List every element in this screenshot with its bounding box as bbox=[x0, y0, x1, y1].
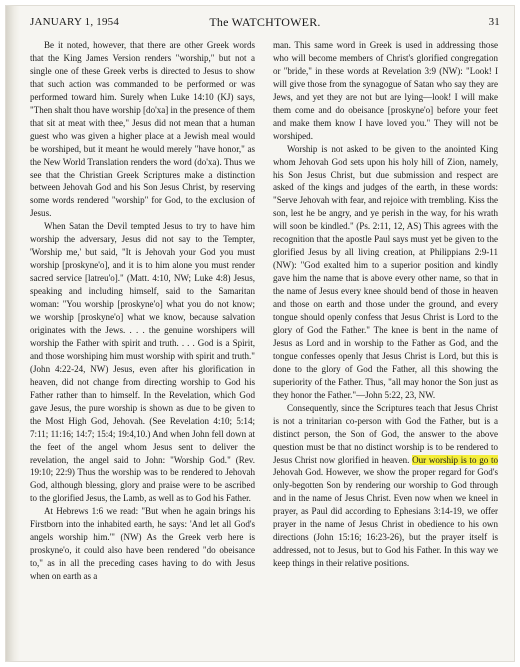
right-paragraph-3-start: Consequently, since the Scriptures teach that Jesus Christ is not a trinitarian co-person with God the Father, but is a distinct person, the Son of God, the answer to the above question must be that no distinct worship is to be rendered to Jesus Christ now glorified in heaven. bbox=[273, 402, 498, 465]
right-paragraph-3-end: Jehovah God. However, we show the proper regard for God's only-begotten Son by rendering our worship to God through and in the name of Jesus Christ. Even now when we kneel in prayer, as Paul did according to Ephesians 3:14-19, we offer prayer in the name of Jesus Christ in obedience to his own directions (John 15:16; 16:23-26), but the prayer itself is addressed, not to Jesus, but to God his Father. In this way we keep things in their relative positions. bbox=[273, 467, 498, 569]
left-paragraph-1: Be it noted, however, that there are other Greek words that the King James Version renders "worship," but not a single one of these Greek verbs is directed to Jesus to show that such action was commanded to be performed or was performed toward him. Surely when Luke 14:10 (KJ) says, "Then shalt thou have worship [do'xa] in the presence of them that sit at meat with thee," Jesus did not mean that a human guest who was given a higher place at a Jewish meal would be worshiped, but it meant he would merely "have honor," as the New World Translation renders the word (do'xa). Thus we see that the Christian Greek Scriptures make a distinction between Jehovah God and his Son Jesus Christ, by reserving some words rendered "worship" for God, to the exclusion of Jesus. bbox=[30, 40, 255, 219]
left-column bbox=[30, 39, 255, 659]
masthead: The WATCHTOWER. bbox=[209, 15, 321, 29]
highlighted-text: Our worship is to go to bbox=[412, 454, 498, 465]
right-continuation-paragraph: man. This same word in Greek is used in addressing those who will become members of Christ's glorified congregation or "bride," in these words at Revelation 3:9 (NW): "Look! I will give those from the synagogue of Satan who say they are Jews, and yet they are not but are lying—look! I will make them come and do obeisance [proskyne'o] before your feet and make them know I have loved you." They will not be worshiped. bbox=[273, 40, 498, 141]
left-paragraph-2: When Satan the Devil tempted Jesus to try to have him worship the adversary, Jesus did not say to the Tempter, 'Worship me,' but said, "It is Jehovah your God you must worship [proskyne'o], and it is to him alone you must render sacred service [latreu'o]." (Matt. 4:10, NW; Luke 4:8) Jesus, speaking and including himself, said to the Samaritan woman: "You worship [proskyne'o] what you do not know; we worship [proskyne'o] what we know, because salvation originates with the Jews. . . . the genuine worshipers will worship the Father with spirit and truth. . . . God is a Spirit, and those worshiping him must worship with spirit and truth." (John 4:22-24, NW) Jesus, even after his glorification in heaven, did not change from directing worship to God his Father rather than to himself. In the Revelation, which God gave Jesus, the pure worship is shown as due to be given to the Most High God, Jehovah. (See Revelation 4:10; 5:14; 7:11; 11:16; 14:7; 15:4; 19:4,10.) And when John fell down at the feet of the angel whom Jesus sent to deliver the revelation, the angel said to John: "Worship God." (Rev. 19:10; 22:9) Thus the worship was to be rendered to Jehovah God, although blessing, glory and praise were to be ascribed to the glorified Jesus, the Lamb, as well as to God his Father. bbox=[30, 221, 255, 504]
right-paragraph-3 bbox=[273, 402, 498, 570]
left-paragraph-3: At Hebrews 1:6 we read: "But when he again brings his Firstborn into the inhabited earth, he says: 'And let all God's angels worship him.'" (NW) As the Greek verb here is proskyne'o, it could also have been rendered "do obeisance to," as in all the preceding cases having to do with Jesus when on earth as a bbox=[30, 506, 255, 582]
issue-date: JANUARY 1, 1954 bbox=[30, 16, 120, 28]
page-edge-shadow bbox=[6, 6, 20, 661]
right-paragraph-2: Worship is not asked to be given to the anointed King whom Jehovah God sets upon his holy hill of Zion, namely, his Son Jesus Christ, but due submission and respect are asked of the kings and judges of the earth, in these words: "Serve Jehovah with fear, and rejoice with trembling. Kiss the son, lest he be angry, and ye perish in the way, for his wrath will soon be kindled." (Ps. 2:11, 12, AS) This agrees with the recognition that the apostle Paul says must yet be given to the glorified Jesus by all living creation, at Philippians 2:9-11 (NW): "God exalted him to a superior position and kindly gave him the name that is above every other name, so that in the name of Jesus every knee should bend of those in heaven and those on earth and those under the ground, and every tongue should openly confess that Jesus Christ is Lord to the glory of God the Father." The knee is bent in the name of Jesus as Lord and in worship to the Father as God, and the tongue confesses openly that Jesus Christ is Lord, but this is done to the glory of God the Father, all this showing the superiority of the Father. Thus, "all may honor the Son just as they honor the Father."—John 5:22, 23, NW. bbox=[273, 143, 498, 400]
right-column bbox=[273, 39, 498, 659]
page-number: 31 bbox=[488, 16, 500, 28]
page-header bbox=[30, 16, 500, 32]
scanned-page bbox=[6, 6, 514, 661]
